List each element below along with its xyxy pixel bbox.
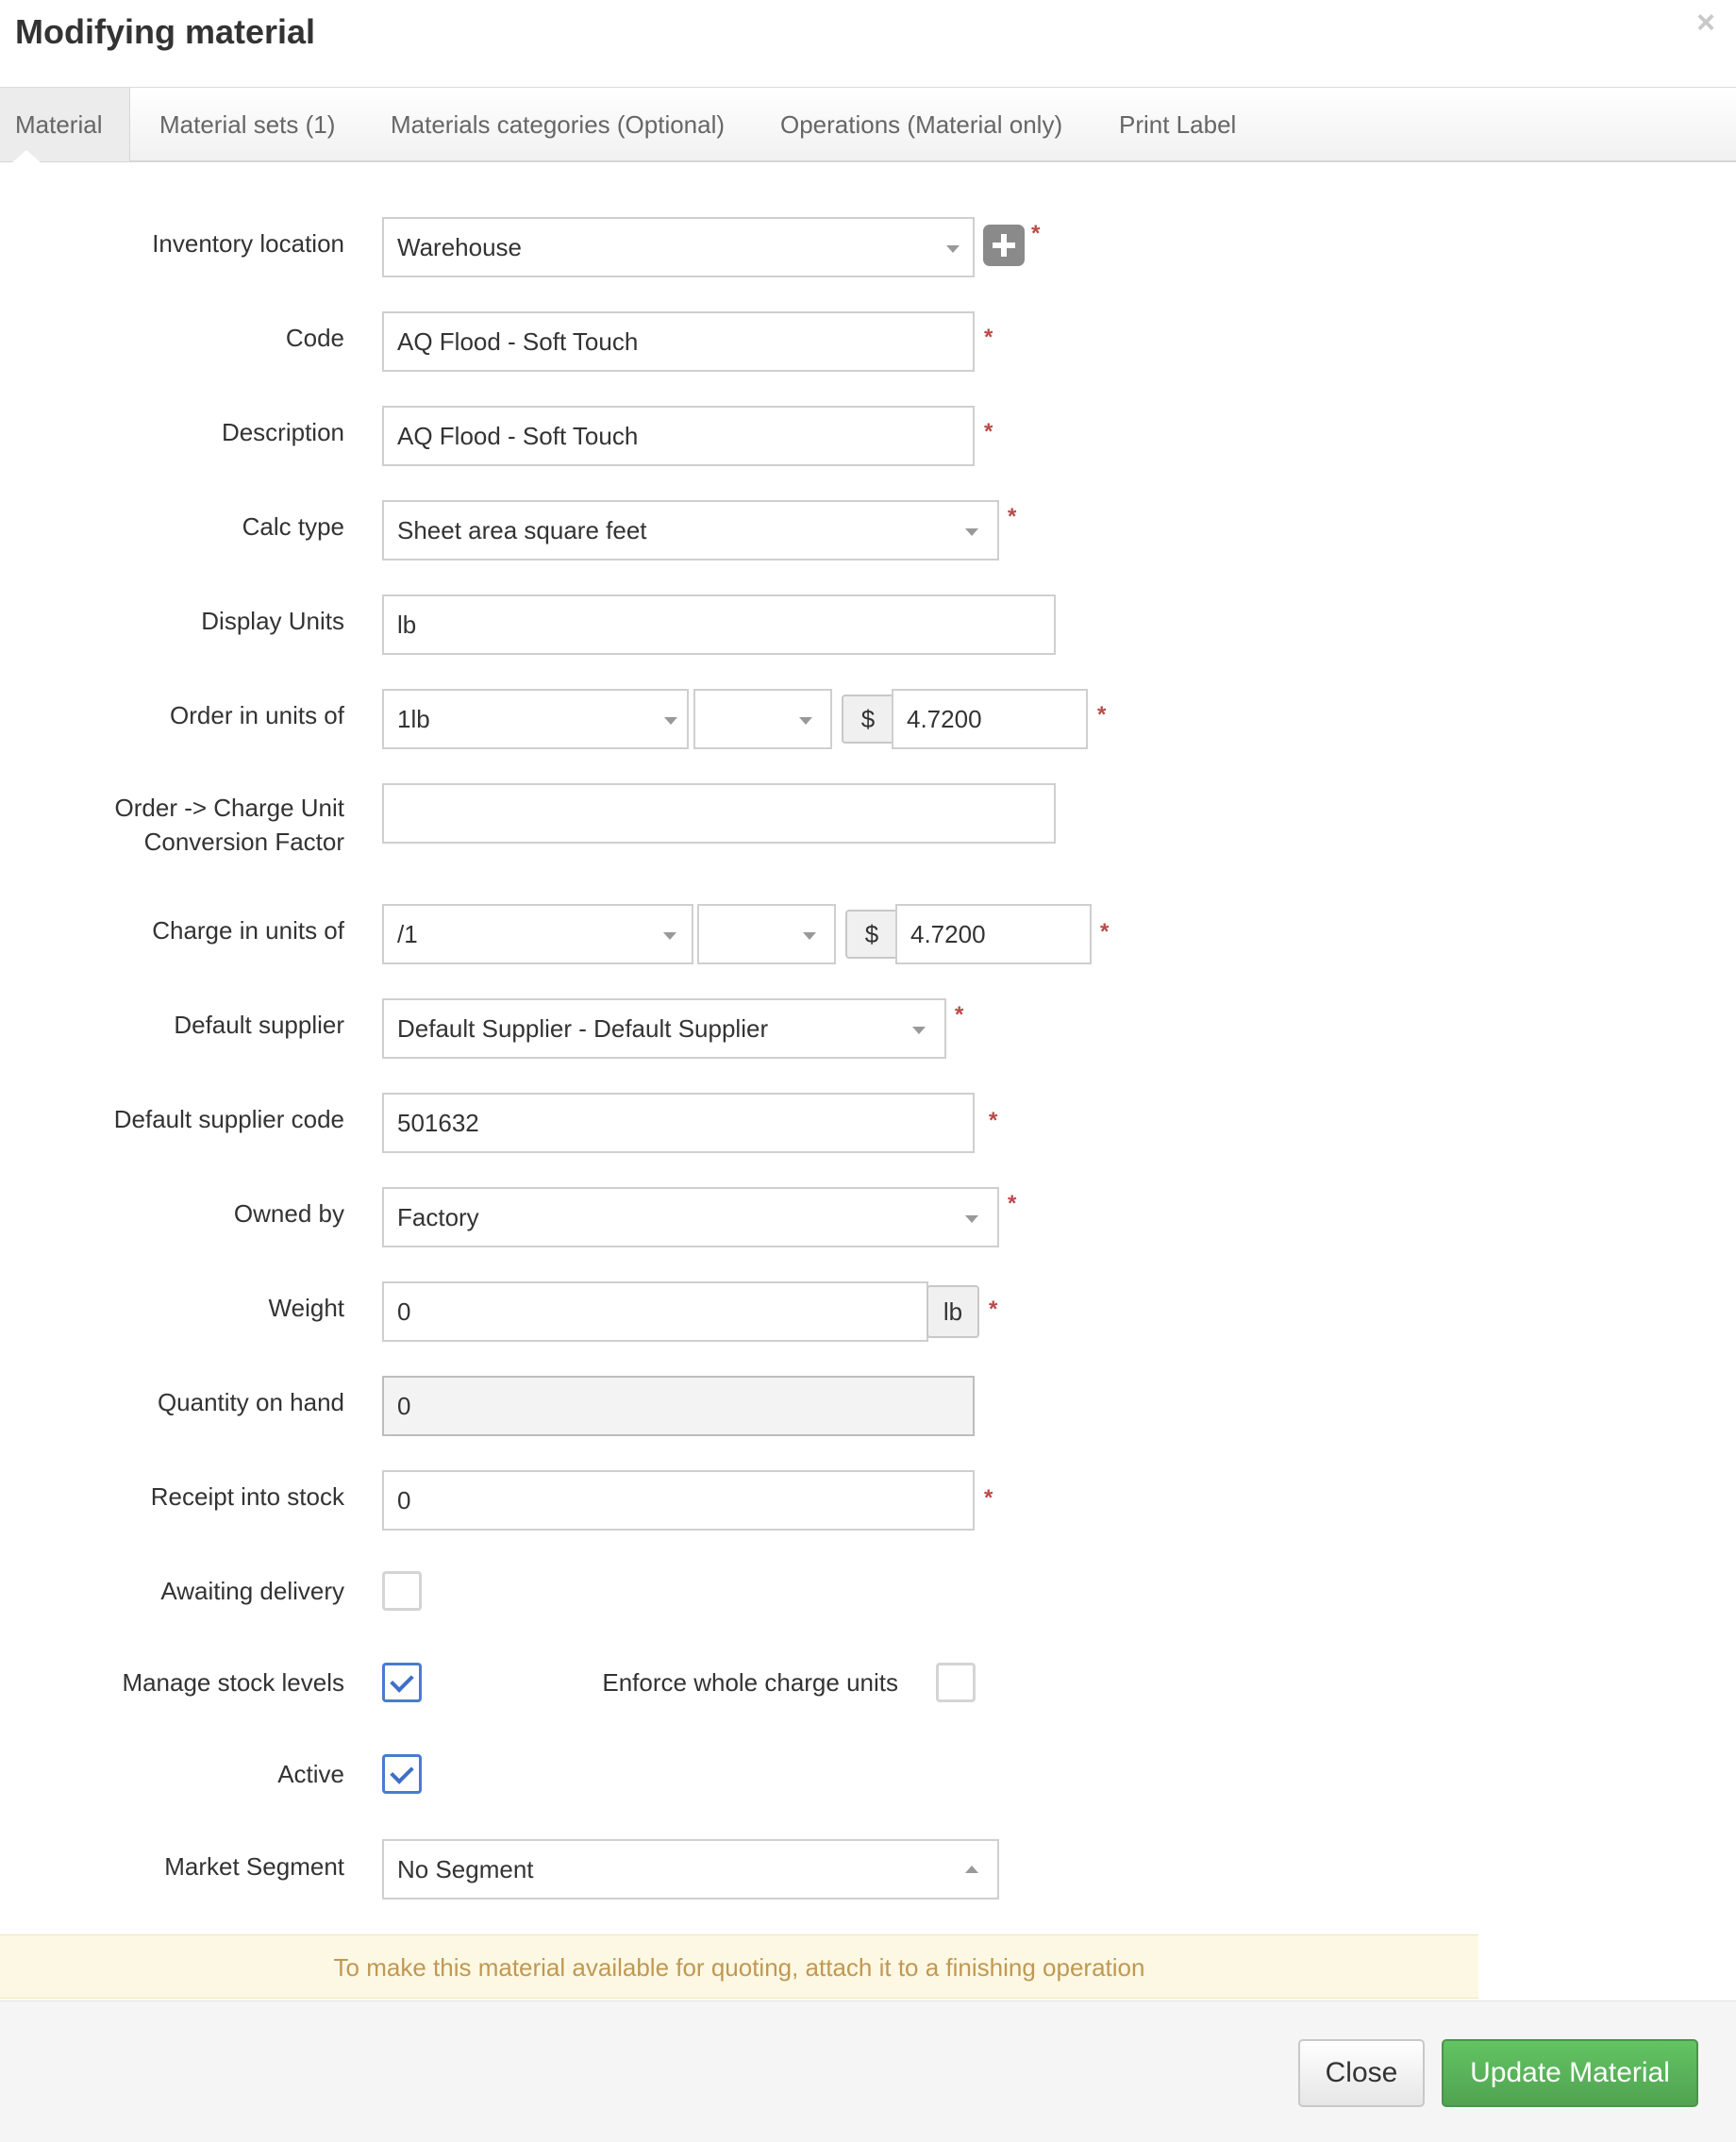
tab-material[interactable]: Material <box>0 88 130 161</box>
code-label: Code <box>285 324 344 352</box>
inventory-location-label: Inventory location <box>152 229 344 258</box>
modal-title: Modifying material <box>15 12 316 51</box>
required-marker: * <box>984 325 993 350</box>
required-marker: * <box>1008 504 1017 529</box>
description-input[interactable]: AQ Flood - Soft Touch <box>382 406 975 466</box>
required-marker: * <box>1031 221 1041 246</box>
weight-input[interactable]: 0 <box>382 1281 928 1342</box>
add-location-button[interactable] <box>983 225 1025 266</box>
required-marker: * <box>955 1002 964 1028</box>
conversion-factor-label-line1: Order -> Charge Unit <box>114 794 344 822</box>
market-segment-value: No Segment <box>397 1855 534 1883</box>
tab-material-sets[interactable]: Material sets (1) <box>159 110 336 139</box>
charge-units-label: Charge in units of <box>152 916 344 945</box>
manage-stock-levels-label: Manage stock levels <box>122 1668 344 1697</box>
active-checkbox[interactable] <box>382 1754 422 1794</box>
order-subunit-select[interactable] <box>693 689 832 749</box>
order-price-input[interactable]: 4.7200 <box>892 689 1088 749</box>
quoting-notice: To make this material available for quoting, attach it to a finishing operation <box>0 1934 1478 1999</box>
required-marker: * <box>989 1108 998 1133</box>
market-segment-label: Market Segment <box>164 1852 344 1881</box>
receipt-into-stock-label: Receipt into stock <box>150 1482 344 1511</box>
chevron-down-icon <box>965 1215 978 1223</box>
chevron-down-icon <box>663 932 676 940</box>
quantity-on-hand-field: 0 <box>382 1376 975 1436</box>
modal-header <box>0 0 1736 87</box>
chevron-down-icon <box>912 1027 926 1034</box>
required-marker: * <box>1008 1191 1017 1216</box>
charge-unit-value: /1 <box>397 920 418 948</box>
required-marker: * <box>984 419 993 444</box>
chevron-up-icon <box>965 1866 978 1873</box>
manage-stock-levels-checkbox[interactable] <box>382 1663 422 1702</box>
currency-addon: $ <box>845 910 898 959</box>
active-label: Active <box>277 1760 344 1788</box>
owned-by-select[interactable] <box>382 1187 999 1247</box>
charge-subunit-select[interactable] <box>697 904 836 964</box>
calc-type-select[interactable] <box>382 500 999 561</box>
code-input[interactable]: AQ Flood - Soft Touch <box>382 311 975 372</box>
weight-label: Weight <box>268 1294 344 1322</box>
quantity-on-hand-label: Quantity on hand <box>157 1388 344 1416</box>
default-supplier-select[interactable] <box>382 998 946 1059</box>
required-marker: * <box>989 1297 998 1322</box>
charge-unit-select[interactable] <box>382 904 693 964</box>
owned-by-label: Owned by <box>233 1199 344 1228</box>
required-marker: * <box>984 1485 993 1511</box>
order-unit-value: 1lb <box>397 705 430 733</box>
tab-operations[interactable]: Operations (Material only) <box>780 110 1063 139</box>
currency-addon: $ <box>842 694 894 744</box>
receipt-into-stock-input[interactable]: 0 <box>382 1470 975 1531</box>
conversion-factor-label-line2: Conversion Factor <box>143 828 344 856</box>
enforce-whole-charge-units-label: Enforce whole charge units <box>602 1668 898 1697</box>
default-supplier-code-label: Default supplier code <box>113 1105 344 1133</box>
weight-unit-addon: lb <box>926 1285 979 1338</box>
chevron-down-icon <box>965 528 978 536</box>
order-unit-select[interactable] <box>382 689 689 749</box>
chevron-down-icon <box>799 717 812 725</box>
description-label: Description <box>221 418 344 446</box>
update-material-button[interactable]: Update Material <box>1442 2039 1698 2107</box>
tab-print-label[interactable]: Print Label <box>1119 110 1237 139</box>
close-button[interactable]: Close <box>1298 2039 1425 2107</box>
enforce-whole-charge-units-checkbox[interactable] <box>936 1663 976 1702</box>
order-units-label: Order in units of <box>170 701 344 729</box>
owned-by-value: Factory <box>397 1203 479 1231</box>
display-units-input[interactable]: lb <box>382 594 1056 655</box>
default-supplier-value: Default Supplier - Default Supplier <box>397 1014 769 1043</box>
inventory-location-select[interactable] <box>382 217 975 277</box>
chevron-down-icon <box>664 717 677 725</box>
default-supplier-label: Default supplier <box>174 1011 344 1039</box>
market-segment-select[interactable] <box>382 1839 999 1899</box>
required-marker: * <box>1100 919 1110 945</box>
awaiting-delivery-label: Awaiting delivery <box>160 1577 344 1605</box>
chevron-down-icon <box>946 245 960 253</box>
calc-type-label: Calc type <box>242 512 344 541</box>
tab-bar <box>0 87 1736 162</box>
chevron-down-icon <box>803 932 816 940</box>
awaiting-delivery-checkbox[interactable] <box>382 1571 422 1611</box>
calc-type-value: Sheet area square feet <box>397 516 647 544</box>
close-icon[interactable]: × <box>1696 5 1715 41</box>
conversion-factor-label <box>115 791 344 859</box>
tab-materials-categories[interactable]: Materials categories (Optional) <box>391 110 726 139</box>
conversion-factor-input[interactable] <box>382 783 1056 844</box>
required-marker: * <box>1097 702 1107 728</box>
charge-price-input[interactable]: 4.7200 <box>895 904 1092 964</box>
default-supplier-code-input[interactable]: 501632 <box>382 1093 975 1153</box>
inventory-location-value: Warehouse <box>397 233 522 261</box>
modal-footer <box>0 2000 1736 2142</box>
display-units-label: Display Units <box>201 607 344 635</box>
